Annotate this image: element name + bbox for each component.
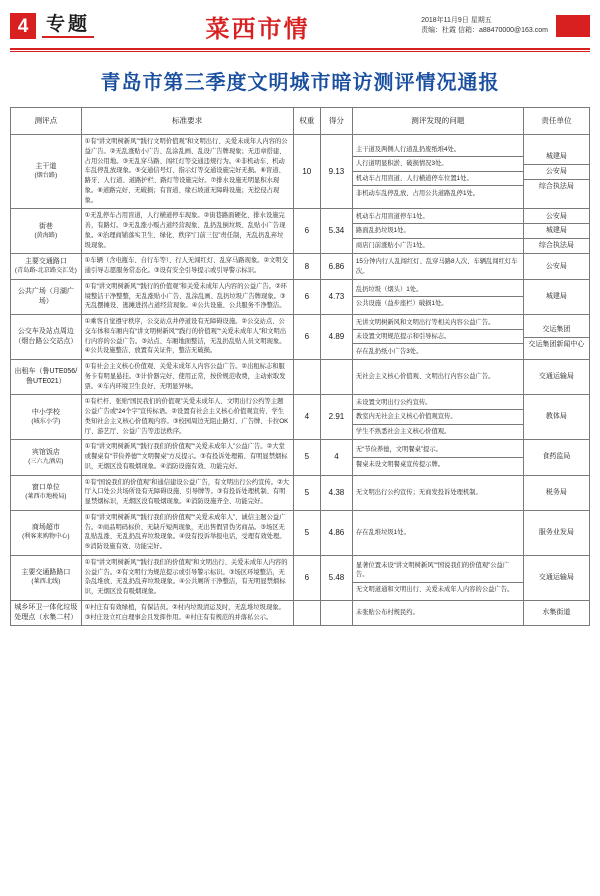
issue-item: 商店门前涨贴小广告1处。 — [355, 241, 429, 249]
col-header-issues: 测评发现的问题 — [352, 108, 523, 135]
table-row — [11, 395, 590, 440]
unit-name: 出租车（鲁UTE056/鲁UTE021） — [14, 367, 78, 386]
cell-score: 6.86 — [320, 254, 352, 280]
unit-name: 主要交通路路口 — [21, 569, 71, 577]
masthead-left — [10, 13, 94, 39]
cell-issues — [352, 395, 523, 440]
cell-weight: 10 — [293, 135, 320, 209]
requirement-paragraph: ①无乱停车占用盲道，人行横道停车现象。②街巷路面硬化、排水设施完善，有路灯。③无乱涨小贩占道经营现象、乱扔乱倒垃圾、乱贴小广告现象。④治理商铺落实卫生、绿化、秩序“门前三包”责任制，无乱扔乱弃垃圾现象。 — [84, 212, 286, 249]
cell-issues — [352, 510, 523, 555]
unit-sub-name: (城东小学) — [31, 417, 61, 425]
cell-requirement — [81, 395, 293, 440]
cell-requirement — [81, 135, 293, 209]
issue-item: 路面乱扔垃圾1处。 — [353, 224, 523, 238]
masthead — [10, 6, 590, 46]
requirement-paragraph: ①有“讲文明树新风”“践行我们的价值观”“关爱未成年人”公益广告。②大堂或餐桌有“节俭养德”“文明餐桌”方反提示。③有投诉处理箱、有明显禁烟标识，无烟区没有吸烟现象。④消防设施有效、功能完好。 — [84, 443, 288, 470]
cell-weight: 6 — [293, 279, 320, 314]
department-item: 交运集团新闻中心 — [528, 340, 585, 348]
requirement-paragraph: ①有栏杆、张贴“国民我们的价值观”关爱未成年人、文明出行公约等主题公益广告或“24个字”宣传标语。②设置有社会主义核心价值观宣传、学生类知社会主义核心价值观内容。③校园周边无阻止路灯、广告牌、卡拉OK厅、游艺厅、公益广告等违法秩序。 — [84, 398, 289, 435]
cell-weight: 6 — [293, 209, 320, 254]
cell-department — [523, 360, 589, 395]
department-item: 教体局 — [545, 413, 567, 421]
unit-sub-name: (青岛路-北京路交汇处) — [14, 267, 77, 275]
requirement-paragraph: ①有“讲文明树新风”“践行文明价值观”和文明出行、关爱未成年人内容的公益广告。②无乱涨贴小广告、乱涂乱画、乱设广告牌现象；无违章搭建、占用公用地。③无乱穿马路、闯红灯等交通违规行为。④非机动车、机动车乱停乱放现象。⑤交通信号灯、指示灯等交通设施完好无损。⑥盲道、路牙、人行道、道路护栏、路灯等设施完好。⑦排水设施无明显积水现象。⑧道路完好、无破损；有盲道、缘石坡道无障碍设施；无挖侵占现象。 — [84, 138, 288, 204]
col-header-dept: 责任单位 — [523, 108, 589, 135]
unit-name: 商场超市 — [31, 524, 60, 532]
cell-issues — [352, 135, 523, 209]
cell-issues — [352, 600, 523, 626]
department-item: 服务业发局 — [538, 528, 574, 536]
cell-department — [523, 475, 589, 510]
divider-top — [10, 48, 590, 50]
cell-weight — [293, 360, 320, 395]
unit-name: 公共广场（月湖广场） — [17, 287, 74, 305]
cell-score: 4.73 — [320, 279, 352, 314]
unit-sub-name: (利客来购物中心) — [22, 533, 70, 541]
issue-item: 显著位置未设“讲文明树新风”“国说我们的价值观”公益广告。 — [353, 559, 523, 583]
cell-unit — [11, 135, 82, 209]
cell-weight: 4 — [293, 395, 320, 440]
cell-requirement — [81, 360, 293, 395]
table-row — [11, 600, 590, 626]
newspaper-brand: 菜西市情 — [205, 13, 310, 43]
requirement-paragraph: ①车辆（含电瓶车、自行车等）、行人无闯红灯、乱穿马路现象。②文明交通引导志愿服务常态化。③设有安全引导提示或引导警示标识。 — [84, 257, 288, 274]
issue-item: 未设置文明规范提示和引导标志。 — [353, 330, 523, 344]
issue-item: 学生不熟悉社会主义核心价值观。 — [355, 427, 451, 435]
masthead-right — [421, 15, 590, 37]
cell-score: 2.91 — [320, 395, 352, 440]
issue-item: 无社会主义核心价值观、文明出行内容公益广告。 — [355, 373, 495, 381]
table-row — [11, 279, 590, 314]
cell-score: 9.13 — [320, 135, 352, 209]
cell-requirement — [81, 510, 293, 555]
cell-weight: 6 — [293, 555, 320, 600]
cell-score: 4.89 — [320, 315, 352, 360]
unit-sub-name: (莱西市地税局) — [25, 493, 67, 501]
cell-unit — [11, 279, 82, 314]
cell-issues — [352, 555, 523, 600]
department-item: 交通运输局 — [538, 373, 574, 381]
cell-issues — [352, 279, 523, 314]
department-item: 税务局 — [545, 488, 567, 496]
unit-name: 中小学校 — [31, 408, 60, 416]
issue-item: 无讲文明树新风和文明出行等相关内容公益广告。 — [353, 316, 523, 330]
cell-department — [523, 135, 589, 209]
cell-requirement — [81, 279, 293, 314]
department-item: 交运集团 — [524, 323, 589, 338]
cell-requirement — [81, 600, 293, 626]
cell-issues — [352, 209, 523, 254]
requirement-paragraph: ①有社会主义核心价值观、关爱未成年人内容公益广告。②出租标志和服务卡有明显悬挂。③计价器完好、使用正常，按价规范收费，主动索取发票。④车内环境卫生良好、无明显异味。 — [84, 363, 286, 390]
cell-weight — [293, 600, 320, 626]
table-row — [11, 440, 590, 475]
cell-unit — [11, 315, 82, 360]
issue-item: 15分钟内行人乱闯红灯、乱穿马路8人次、车辆乱闯红灯车次。 — [355, 258, 518, 275]
cell-score — [320, 360, 352, 395]
unit-sub-name: (烟台路) — [34, 172, 58, 180]
table-row — [11, 510, 590, 555]
cell-issues — [352, 254, 523, 280]
cell-score: 4 — [320, 440, 352, 475]
cell-unit — [11, 440, 82, 475]
cell-department — [523, 315, 589, 360]
department-item: 交通运输局 — [538, 573, 574, 581]
cell-requirement — [81, 254, 293, 280]
cell-requirement — [81, 209, 293, 254]
unit-name: 窗口单位 — [31, 484, 60, 492]
cell-score: 5.34 — [320, 209, 352, 254]
unit-name: 街巷 — [38, 222, 53, 230]
cell-unit — [11, 475, 82, 510]
unit-sub-name: (黄海路) — [34, 231, 58, 239]
department-item: 公安局 — [545, 262, 567, 270]
unit-name: 主干道 — [35, 163, 57, 171]
issue-item: 餐桌未设文明餐桌宣传提示牌。 — [355, 460, 445, 468]
issue-item: 存在乱扔纸小广告3处。 — [355, 347, 423, 355]
divider-thin — [10, 51, 590, 52]
cell-department — [523, 510, 589, 555]
cell-unit — [11, 510, 82, 555]
publish-date: 2018年11月9日 星期五 — [421, 16, 492, 24]
table-row — [11, 209, 590, 254]
issue-item: 机动车占用盲道、人行横道停车位置1处。 — [353, 172, 523, 186]
table-row — [11, 254, 590, 280]
department-item: 综合执法局 — [538, 242, 574, 250]
cell-unit — [11, 254, 82, 280]
table-header-row — [11, 108, 590, 135]
issue-item: 存在乱堆垃圾1处。 — [355, 529, 410, 537]
issue-item: 乱扔垃圾（烟头）1处。 — [353, 283, 523, 297]
cell-requirement — [81, 555, 293, 600]
table-row — [11, 315, 590, 360]
table-row — [11, 360, 590, 395]
requirement-paragraph: ①有“国说我们的价值观”和通信建设公益广告，有文明出行公约宣传。②大厅入口处公共场所设有无障碍设施、引导牌等。③有投诉处理机制、有明显禁烟标识，无烟区没有吸烟现象。④消防设施齐全、功能完好。 — [84, 478, 290, 505]
cell-department — [523, 555, 589, 600]
unit-sub-name: (三六九酒店) — [28, 457, 64, 465]
requirement-paragraph: ①有“讲文明树新风”“践行我们的价值观”和文明出行、关爱未成年人内容的公益广告。②有文明行为规范提示或引导警示标识。③场区环境整洁，无杂乱堆放、无乱扔乱弃垃圾现象。④公共厕所干净整洁，有无明显禁烟标识，无烟区没有吸烟现象。 — [84, 558, 288, 595]
department-item: 综合执法局 — [538, 182, 574, 190]
cell-weight: 5 — [293, 440, 320, 475]
department-item: 城建局 — [545, 292, 567, 300]
issue-item: 机动车占用盲道停车1处。 — [353, 210, 523, 224]
unit-name: 公交车及站点周边（烟台路公交站点） — [14, 327, 78, 345]
cell-weight: 8 — [293, 254, 320, 280]
department-item: 城建局 — [524, 150, 589, 165]
masthead-meta — [421, 16, 548, 37]
issue-item: 教室内无社会主义核心价值观宣传。 — [353, 410, 523, 424]
issue-item: 无文明道通和文明出行、关爱未成年人内容的公益广告。 — [355, 585, 514, 593]
cell-score: 4.86 — [320, 510, 352, 555]
requirement-paragraph: ①有“讲文明树新风”“践行的价值观”和关爱未成年人内容的公益广告。②环境整洁干净整整，无乱涨贴小广告、乱涂乱画、乱扔垃圾广告牌现象。③无乱摆摊设、逃摊进拐占道经营现象。④公共设施、公共服务不净整洁。 — [84, 282, 287, 310]
issue-item: 主干道及两侧人行道乱扔废纸堆4处。 — [353, 143, 523, 157]
cell-weight: 5 — [293, 475, 320, 510]
flag-block-icon — [556, 15, 590, 37]
col-header-weight: 权重 — [293, 108, 320, 135]
department-item: 水集街道 — [542, 609, 571, 617]
cell-unit — [11, 600, 82, 626]
cell-issues — [352, 475, 523, 510]
table-row — [11, 475, 590, 510]
table-row — [11, 555, 590, 600]
col-header-unit: 测评点 — [11, 108, 82, 135]
page-title: 青岛市第三季度文明城市暗访测评情况通报 — [100, 70, 500, 94]
cell-requirement — [81, 440, 293, 475]
issue-item: 无“节俭养德，文明餐桌”提示。 — [353, 443, 523, 457]
issue-item: 未设置文明出行公约宣传。 — [353, 396, 523, 410]
cell-unit — [11, 360, 82, 395]
cell-department — [523, 254, 589, 280]
cell-department — [523, 395, 589, 440]
report-table — [10, 107, 590, 626]
page-number: 4 — [10, 13, 36, 39]
cell-weight: 6 — [293, 315, 320, 360]
cell-unit — [11, 209, 82, 254]
cell-score: 4.38 — [320, 475, 352, 510]
department-item: 城建局 — [524, 224, 589, 239]
cell-score: 5.48 — [320, 555, 352, 600]
section-title: 专题 — [42, 14, 94, 39]
requirement-paragraph: ①乘客自觉遵守秩序，公交站点井停道设有无障碍设施。②公交站点、公交车体和车厢内有“讲文明树新风”“践行的价值观”“关爱未成年人”和文明出行内容的公益广告。③站点、车厢地面整洁，无乱扔乱贴人员文明现象。④公共设施整洁、放置有关证件，整洁无破损。 — [84, 318, 287, 355]
cell-issues — [352, 315, 523, 360]
unit-name: 主要交通路口 — [24, 257, 67, 265]
requirement-paragraph: ①有“讲文明树新风”“践行我们的价值观”“关爱未成年人”、诚信主题公益广告。②商品明码标价、无缺斤短两现象，无出售假冒伪劣商品。③场区无乱贴乱涨、无乱扔乱弃垃圾现象。④设有投诉举报电话，受理有效处理。⑤消防设施有效、功能完好。 — [84, 513, 286, 550]
cell-score — [320, 600, 352, 626]
issue-item: 人行道明显积淤、破损情况3处。 — [353, 157, 523, 171]
cell-unit — [11, 395, 82, 440]
issue-item: 公共设施（益步座栏）破损1处。 — [355, 300, 448, 308]
editor-contact: 责编：杜霞 信箱：a88470000@163.com — [421, 27, 548, 34]
cell-issues — [352, 440, 523, 475]
cell-department — [523, 600, 589, 626]
issue-item: 无文明出行公约宣传；无商发投诉处理机制。 — [355, 488, 482, 496]
col-header-requirement: 标准要求 — [81, 108, 293, 135]
cell-unit — [11, 555, 82, 600]
department-item: 公安局 — [524, 210, 589, 225]
cell-weight: 5 — [293, 510, 320, 555]
cell-requirement — [81, 475, 293, 510]
cell-department — [523, 279, 589, 314]
table-body — [11, 135, 590, 626]
cell-issues — [352, 360, 523, 395]
unit-name: 宾馆饭店 — [31, 448, 60, 456]
department-item: 食药监局 — [542, 453, 571, 461]
unit-name: 城乡环卫一体化垃圾处理点（水集二村） — [14, 603, 78, 621]
unit-sub-name: (莱西北线) — [31, 578, 61, 586]
cell-requirement — [81, 315, 293, 360]
requirement-paragraph: ①村庄有有效绿植，有保洁员。②村内垃圾清运及时，无乱堆垃圾现象。③村庄设立红白理事会且发挥作用。④村庄有有规范的并落私公示。 — [84, 603, 285, 621]
table-row — [11, 135, 590, 209]
issue-item: 非机动车乱停乱放、占用公共道路乱停1处。 — [355, 189, 480, 197]
issue-item: 未张贴公布村规民约。 — [355, 609, 419, 617]
cell-department — [523, 440, 589, 475]
cell-department — [523, 209, 589, 254]
col-header-score: 得分 — [320, 108, 352, 135]
department-item: 公安局 — [524, 165, 589, 180]
